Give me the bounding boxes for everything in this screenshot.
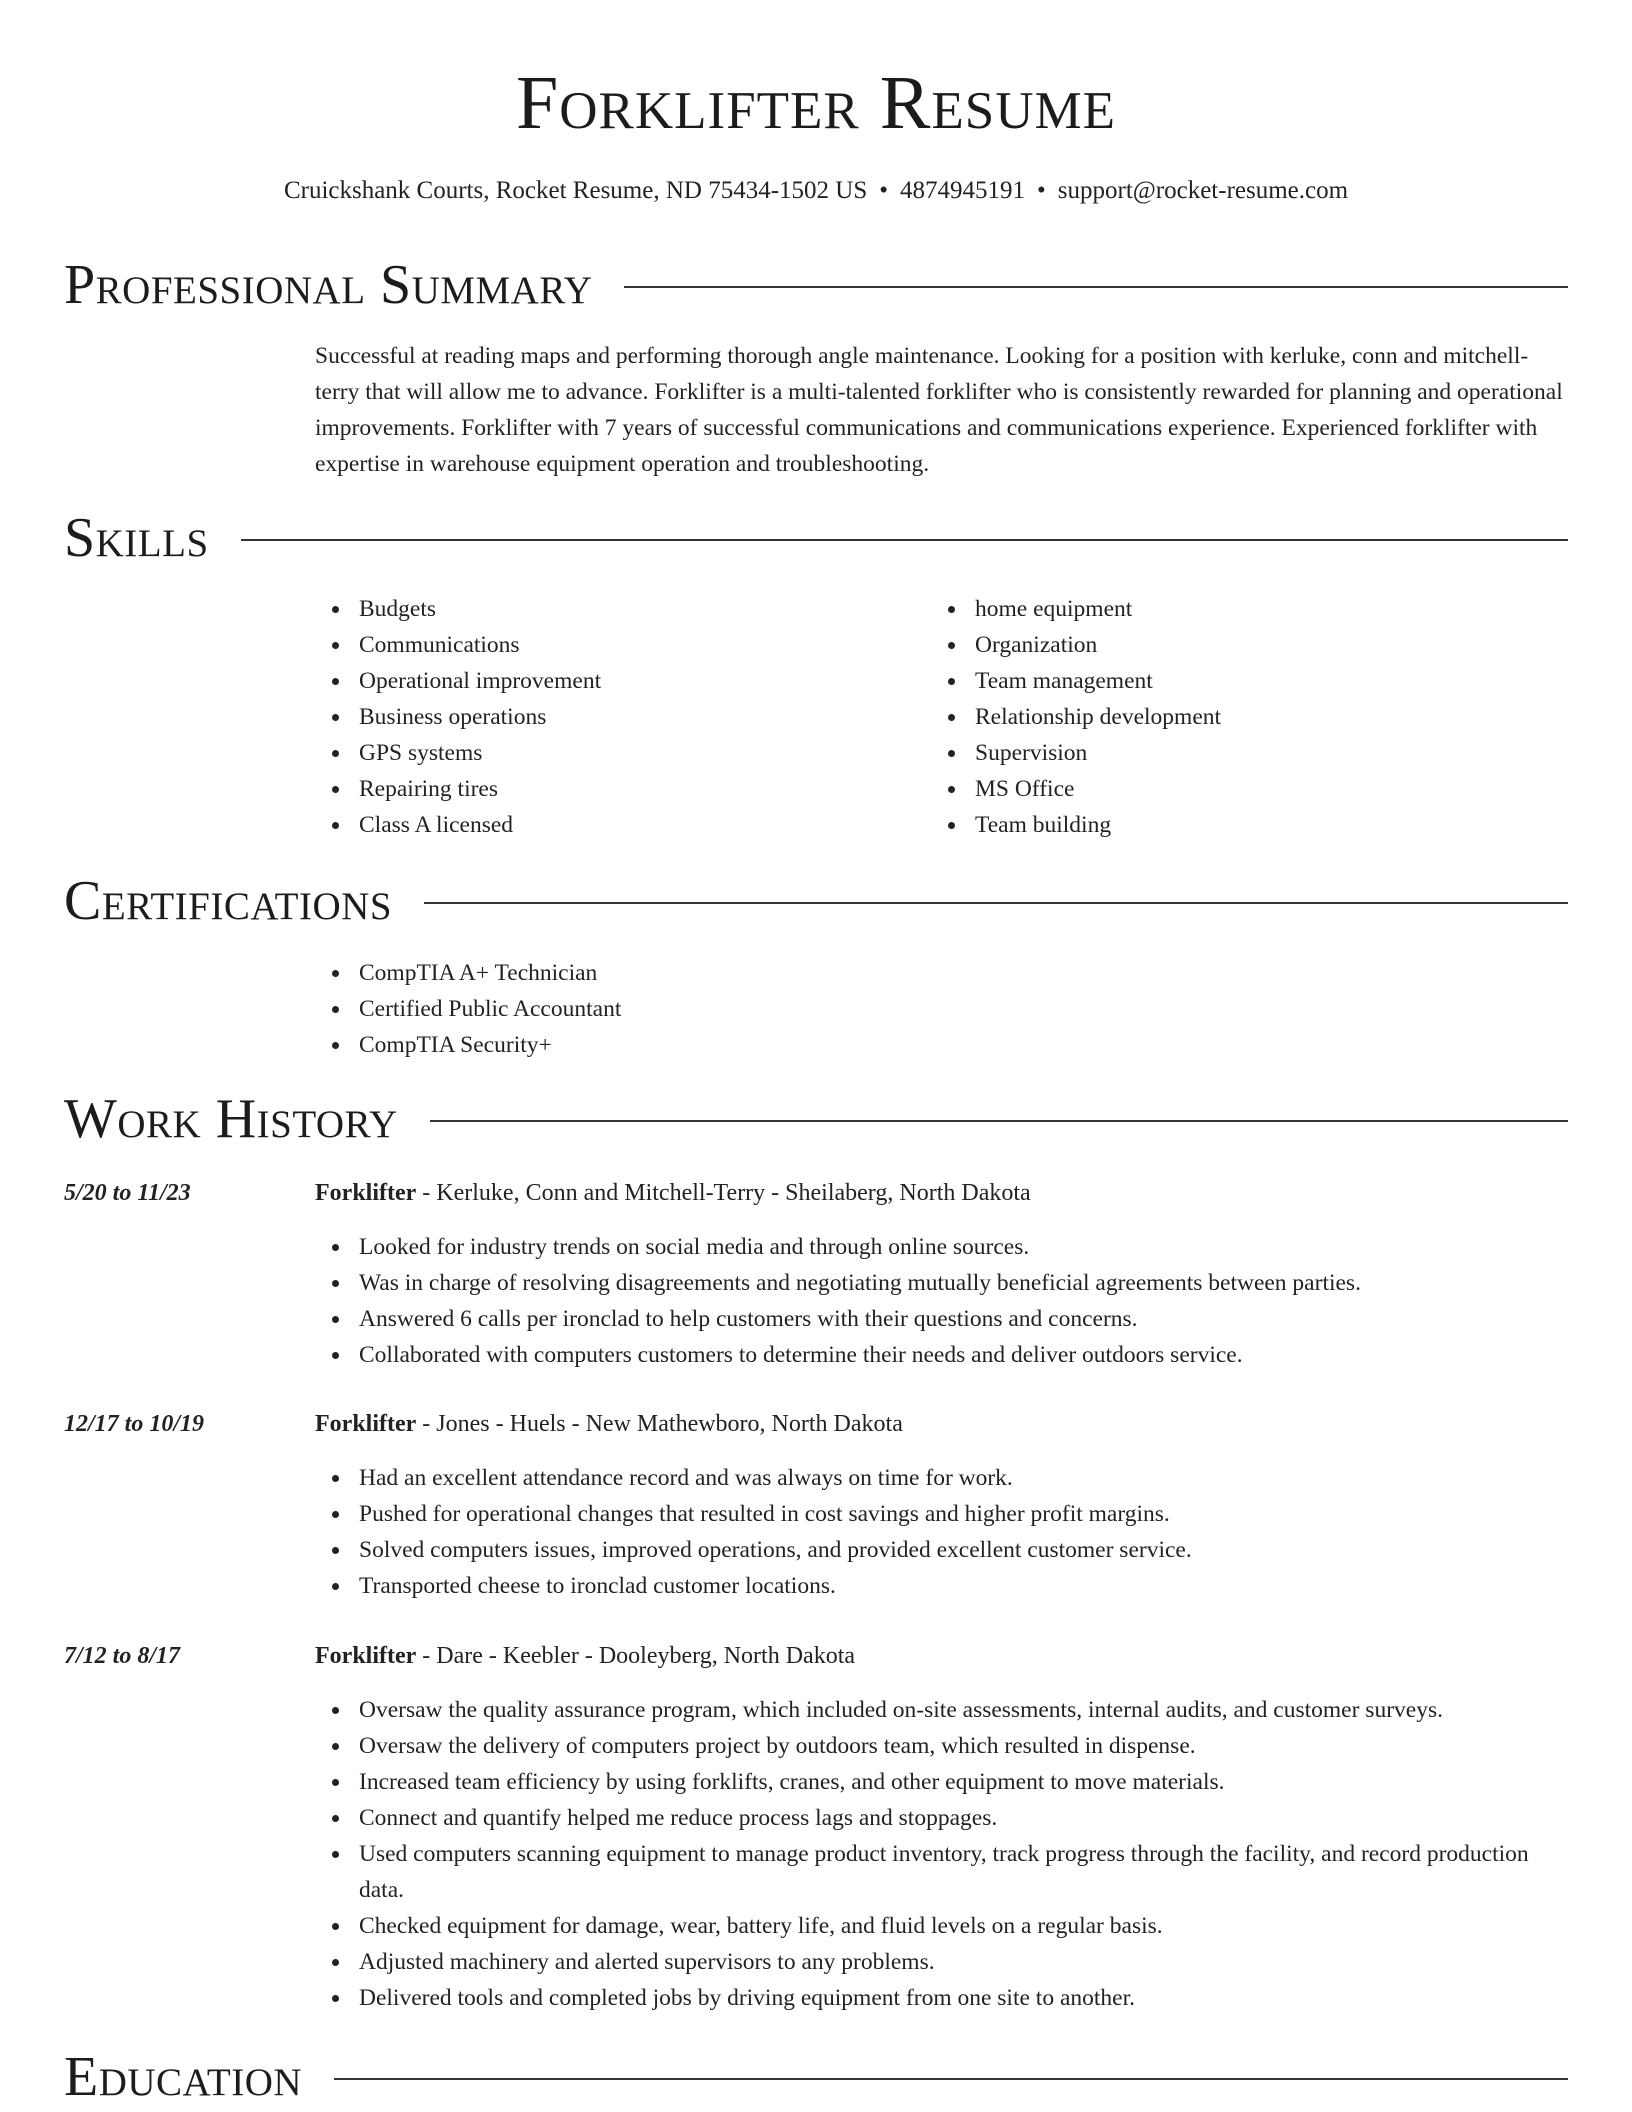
certifications-block bbox=[315, 955, 1565, 1063]
job-title: Forklifter bbox=[315, 1180, 417, 1206]
resume-title: Forklifter Resume bbox=[515, 61, 1117, 145]
skill-item: Business operations bbox=[359, 699, 915, 735]
section-divider bbox=[430, 1120, 1568, 1122]
job-bullet: Answered 6 calls per ironclad to help customers with their questions and concerns. bbox=[359, 1301, 1568, 1337]
section-header-summary bbox=[64, 250, 1568, 320]
job-heading bbox=[315, 1406, 903, 1442]
job-bullet: Pushed for operational changes that resulted in cost savings and higher profit margins. bbox=[359, 1496, 1568, 1532]
skill-item: home equipment bbox=[975, 591, 1531, 627]
job-bullet: Oversaw the delivery of computers project by outdoors team, which resulted in dispense. bbox=[359, 1728, 1568, 1764]
job-bullet-list bbox=[315, 1460, 1568, 1604]
section-header-work bbox=[64, 1084, 1568, 1154]
job-bullet-list bbox=[315, 1692, 1568, 2016]
job-bullet: Delivered tools and completed jobs by driving equipment from one site to another. bbox=[359, 1980, 1568, 2016]
contact-phone: 4874945191 bbox=[900, 177, 1025, 204]
section-divider bbox=[624, 286, 1568, 288]
job-bullets bbox=[315, 1460, 1568, 1604]
skill-item: Class A licensed bbox=[359, 807, 915, 843]
job-bullet-list bbox=[315, 1229, 1568, 1373]
job-dates: 12/17 to 10/19 bbox=[64, 1411, 205, 1437]
skills-column-right bbox=[931, 591, 1531, 843]
job-heading bbox=[315, 1175, 1031, 1211]
job-bullets bbox=[315, 1229, 1568, 1373]
job-bullet: Solved computers issues, improved operations, and provided excellent customer service. bbox=[359, 1532, 1568, 1568]
job-bullet: Had an excellent attendance record and was always on time for work. bbox=[359, 1460, 1568, 1496]
job-bullet: Used computers scanning equipment to manage product inventory, track progress through the facility, and record production data. bbox=[359, 1836, 1568, 1908]
job-bullet: Was in charge of resolving disagreements and negotiating mutually beneficial agreements between parties. bbox=[359, 1265, 1568, 1301]
skill-item: Repairing tires bbox=[359, 771, 915, 807]
section-divider bbox=[241, 539, 1568, 541]
contact-address: Cruickshank Courts, Rocket Resume, ND 75434-1502 US bbox=[283, 177, 868, 204]
contact-line bbox=[0, 174, 1632, 208]
job-bullet: Increased team efficiency by using forklifts, cranes, and other equipment to move materials. bbox=[359, 1764, 1568, 1800]
job-bullet: Looked for industry trends on social media and through online sources. bbox=[359, 1229, 1568, 1265]
skill-item: Organization bbox=[975, 627, 1531, 663]
skill-item: Supervision bbox=[975, 735, 1531, 771]
section-title-certifications: Certifications bbox=[64, 870, 393, 932]
certification-item: Certified Public Accountant bbox=[359, 991, 1565, 1027]
skill-item: Team building bbox=[975, 807, 1531, 843]
section-header-education bbox=[64, 2042, 1568, 2112]
skill-item: Communications bbox=[359, 627, 915, 663]
job-details: - Dare - Keebler - Dooleyberg, North Dakota bbox=[416, 1643, 856, 1669]
job-bullet: Adjusted machinery and alerted supervisors to any problems. bbox=[359, 1944, 1568, 1980]
certification-item: CompTIA Security+ bbox=[359, 1027, 1565, 1063]
section-title-work: Work History bbox=[64, 1088, 398, 1150]
job-title: Forklifter bbox=[315, 1643, 417, 1669]
job-bullet: Transported cheese to ironclad customer locations. bbox=[359, 1568, 1568, 1604]
certification-item: CompTIA A+ Technician bbox=[359, 955, 1565, 991]
section-divider bbox=[424, 902, 1568, 904]
skill-item: Budgets bbox=[359, 591, 915, 627]
skills-list-left bbox=[315, 591, 915, 843]
skill-item: MS Office bbox=[975, 771, 1531, 807]
skills-list-right bbox=[931, 591, 1531, 843]
section-divider bbox=[334, 2078, 1568, 2080]
section-title-summary: Professional Summary bbox=[64, 254, 593, 316]
contact-separator: • bbox=[1037, 177, 1046, 204]
job-details: - Kerluke, Conn and Mitchell-Terry - Sheilaberg, North Dakota bbox=[416, 1180, 1031, 1206]
skill-item: Relationship development bbox=[975, 699, 1531, 735]
job-bullet: Collaborated with computers customers to determine their needs and deliver outdoors service. bbox=[359, 1337, 1568, 1373]
job-title: Forklifter bbox=[315, 1411, 417, 1437]
job-dates: 7/12 to 8/17 bbox=[64, 1643, 181, 1669]
section-header-skills bbox=[64, 503, 1568, 573]
job-bullet: Connect and quantify helped me reduce process lags and stoppages. bbox=[359, 1800, 1568, 1836]
skill-item: Team management bbox=[975, 663, 1531, 699]
skills-column-left bbox=[315, 591, 915, 843]
skill-item: Operational improvement bbox=[359, 663, 915, 699]
skill-item: GPS systems bbox=[359, 735, 915, 771]
section-title-skills: Skills bbox=[64, 507, 209, 569]
summary-text: Successful at reading maps and performing thorough angle maintenance. Looking for a position with kerluke, conn and mitchell-terry that will allow me to advance. Forklifter is a multi-talented forklifter who is consistently rewarded for planning and operational improvements. Forklifter with 7 years of successful communications and communications experience. Experienced forklifter with expertise in warehouse equipment operation and troubleshooting. bbox=[315, 343, 1563, 477]
job-bullet: Oversaw the quality assurance program, which included on-site assessments, internal audits, and customer surveys. bbox=[359, 1692, 1568, 1728]
job-dates: 5/20 to 11/23 bbox=[64, 1180, 191, 1206]
job-bullets bbox=[315, 1692, 1568, 2016]
job-details: - Jones - Huels - New Mathewboro, North Dakota bbox=[416, 1411, 903, 1437]
contact-email: support@rocket-resume.com bbox=[1057, 177, 1349, 204]
job-bullet: Checked equipment for damage, wear, battery life, and fluid levels on a regular basis. bbox=[359, 1908, 1568, 1944]
section-header-certifications bbox=[64, 866, 1568, 936]
contact-separator: • bbox=[879, 177, 888, 204]
section-title-education: Education bbox=[64, 2046, 303, 2108]
certifications-list bbox=[315, 955, 1565, 1063]
job-heading bbox=[315, 1638, 855, 1674]
